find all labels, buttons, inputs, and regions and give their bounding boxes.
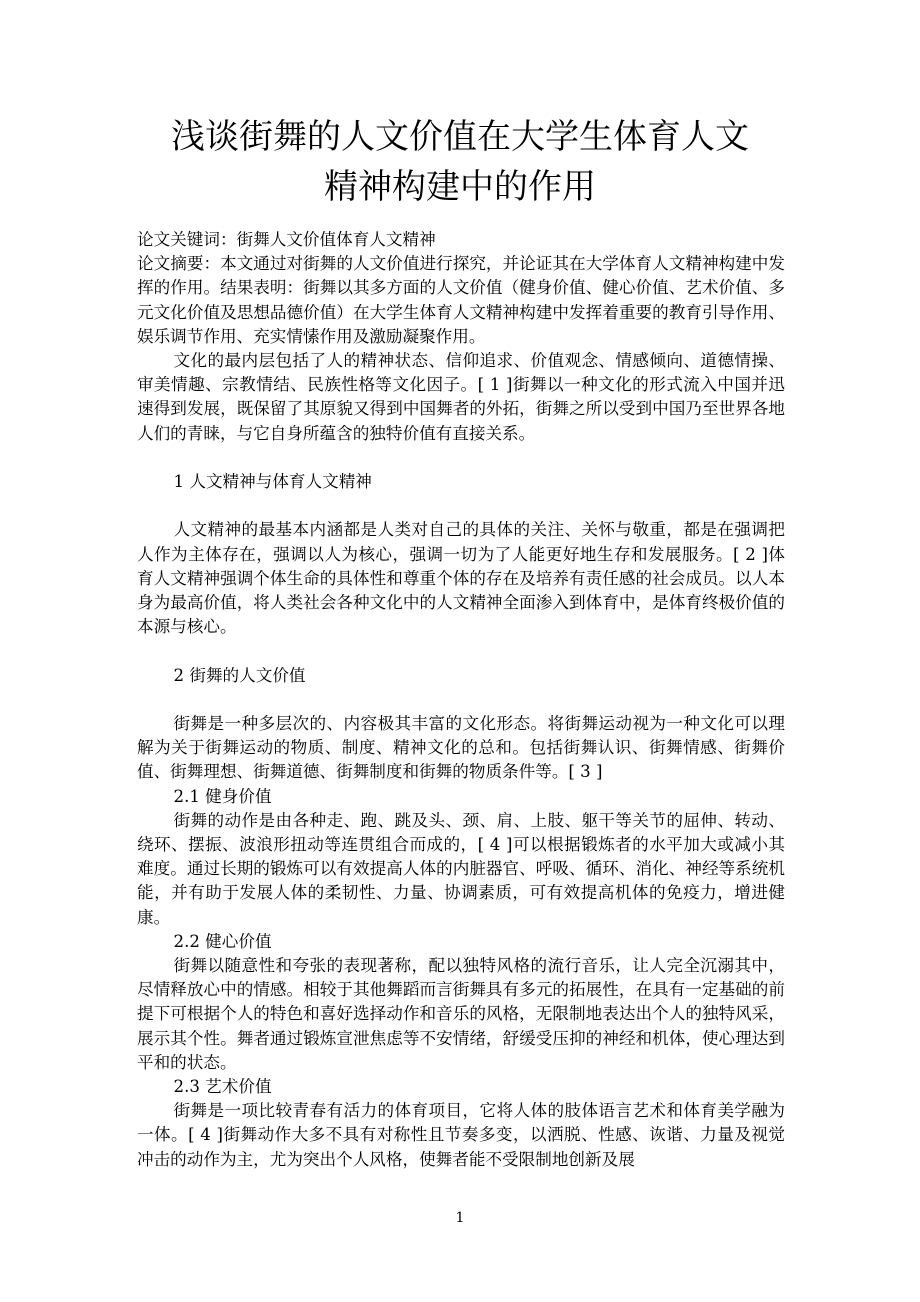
intro-paragraph: 文化的最内层包括了人的精神状态、信仰追求、价值观念、情感倾向、道德情操、审美情趣、宗教情结、民族性格等文化因子。[ 1 ]街舞以一种文化的形式流入中国并迅速得到发展，既保留了其原貌又得到中国舞者的外拓，街舞之所以受到中国乃至世界各地人们的青睐，与它自身所蕴含的独特价值有直接关系。 xyxy=(137,351,785,443)
section-2-heading: 2 街舞的人文价值 xyxy=(173,665,306,685)
section-1-paragraph: 人文精神的最基本内涵都是人类对自己的具体的关注、关怀与敬重，都是在强调把人作为主体存在，强调以人为核心，强调一切为了人能更好地生存和发展服务。[ 2 ]体育人文精神强调个体生命的具体性和尊重个体的存在及培养有责任感的社会成员。以人本身为最高价值，将人类社会各种文化中的人文精神全面渗入到体育中，是体育终极价值的本源与核心。 xyxy=(137,520,785,637)
subsection-2-1-paragraph: 街舞的动作是由各种走、跑、跳及头、颈、肩、上肢、躯干等关节的屈伸、转动、绕环、摆振、波浪形扭动等连贯组合而成的，[ 4 ]可以根据锻炼者的水平加大或减小其难度。通过长期的锻炼可以有效提高人体的内脏器官、呼吸、循环、消化、神经等系统机能，并有助于发展人体的柔韧性、力量、协调素质，可有效提高机体的免疫力，增进健康。 xyxy=(137,810,785,927)
document-title xyxy=(100,112,820,212)
subsection-2-1-heading: 2.1 健身价值 xyxy=(173,786,272,806)
subsection-2-2-heading: 2.2 健心价值 xyxy=(173,931,272,951)
section-1-heading: 1 人文精神与体育人文精神 xyxy=(173,472,372,492)
page-number: 1 xyxy=(455,1210,465,1226)
title-line-2: 精神构建中的作用 xyxy=(324,167,596,207)
subsection-2-2-paragraph: 街舞以随意性和夸张的表现著称，配以独特风格的流行音乐，让人完全沉溺其中，尽情释放心中的情感。相较于其他舞蹈而言街舞具有多元的拓展性，在具有一定基础的前提下可根据个人的特色和喜好选择动作和音乐的风格，无限制地表达出个人的独特风采，展示其个性。舞者通过锻炼宣泄焦虑等不安情绪，舒缓受压抑的神经和机体，使心理达到平和的状态。 xyxy=(137,956,785,1072)
section-2-paragraph: 街舞是一种多层次的、内容极其丰富的文化形态。将街舞运动视为一种文化可以理解为关于街舞运动的物质、制度、精神文化的总和。包括街舞认识、街舞情感、街舞价值、街舞理想、街舞道德、街舞制度和街舞的物质条件等。[ 3 ] xyxy=(137,714,785,782)
title-line-1: 浅谈街舞的人文价值在大学生体育人文 xyxy=(171,117,749,157)
subsection-2-3-paragraph: 街舞是一项比较青春有活力的体育项目，它将人体的肢体语言艺术和体育美学融为一体。[ 4 ]街舞动作大多不具有对称性且节奏多变，以洒脱、性感、诙谐、力量及视觉冲击的动作为主，尤为突出个人风格，使舞者能不受限制地创新及展 xyxy=(137,1101,785,1169)
keywords-line: 论文关键词：街舞人文价值体育人文精神 xyxy=(137,230,436,249)
abstract-paragraph: 论文摘要：本文通过对街舞的人文价值进行探究，并论证其在大学体育人文精神构建中发挥的作用。结果表明：街舞以其多方面的人文价值（健身价值、健心价值、艺术价值、多元文化价值及思想品德价值）在大学生体育人文精神构建中发挥着重要的教育引导作用、娱乐调节作用、充实情愫作用及激励凝聚作用。 xyxy=(137,254,785,346)
document-body xyxy=(137,228,785,1172)
subsection-2-3-heading: 2.3 艺术价值 xyxy=(173,1077,272,1097)
